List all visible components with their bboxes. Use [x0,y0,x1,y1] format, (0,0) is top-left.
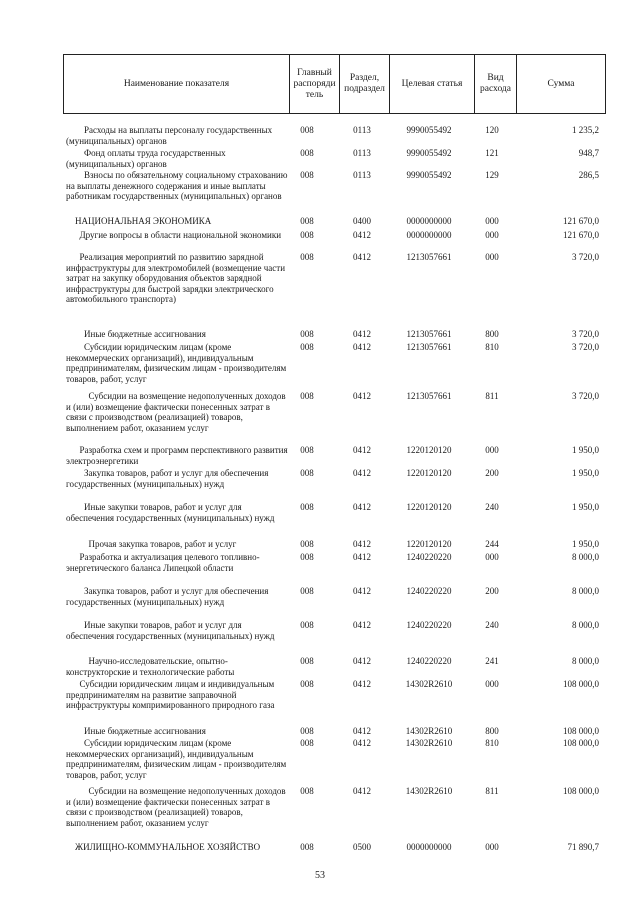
row-22-expense-type: 000 [485,842,499,852]
row-5-sum: 121 670,0 [563,230,599,240]
row-11-expense-type: 200 [485,468,499,478]
row-16-expense-type: 240 [485,620,499,630]
row-1-sum: 1 235,2 [572,125,599,135]
row-4-grbs: 008 [300,216,314,226]
row-14-name: Разработка и актуализация целевого топливно-энергетического баланса Липецкой области [66,552,260,573]
header-cs: Целевая статья [390,55,475,114]
row-7-razdel: 0412 [353,329,371,339]
row-18-target-article: 14302R2610 [405,679,453,689]
row-19-grbs: 008 [300,726,314,736]
row-15-expense-type: 200 [485,586,499,596]
row-1-target-article: 9990055492 [406,125,452,135]
row-8-expense-type: 810 [485,342,499,352]
row-3-name: Взносы по обязательному социальному страхованию на выплаты денежного содержания и иные выплаты работникам государственных (муниципальных) органов [66,170,290,202]
row-7-name: Иные бюджетные ассигнования [66,329,206,339]
row-2-razdel: 0113 [353,148,371,158]
row-8-grbs: 008 [300,342,314,352]
row-18-name: Субсидии юридическим лицам и индивидуальным предпринимателям на развитие заправочной инфраструктуры компримированного природного газа [66,679,277,711]
row-3-target-article: 9990055492 [406,170,452,180]
row-6-razdel: 0412 [353,252,371,262]
row-5-grbs: 008 [300,230,314,240]
row-16-grbs: 008 [300,620,314,630]
row-20-target-article: 14302R2610 [405,738,453,748]
row-1-expense-type: 120 [485,125,499,135]
row-1-grbs: 008 [300,125,314,135]
row-2-name: Фонд оплаты труда государственных (муниципальных) органов [66,148,228,169]
row-11-razdel: 0412 [353,468,371,478]
row-6-target-article: 1213057661 [406,252,452,262]
row-12-name: Иные закупки товаров, работ и услуг для обеспечения государственных (муниципальных) нужд [66,502,275,523]
row-4-sum: 121 670,0 [563,216,599,226]
row-10-sum: 1 950,0 [572,445,599,455]
row-15-sum: 8 000,0 [572,586,599,596]
header-name: Наименование показателя [64,55,290,114]
row-7-target-article: 1213057661 [406,329,452,339]
row-14-razdel: 0412 [353,552,371,562]
row-20-expense-type: 810 [485,738,499,748]
row-5-name: Другие вопросы в области национальной экономики [66,230,282,240]
row-3-expense-type: 129 [485,170,499,180]
row-8-sum: 3 720,0 [572,342,599,352]
row-9-expense-type: 811 [485,391,499,401]
row-9-sum: 3 720,0 [572,391,599,401]
row-20-sum: 108 000,0 [563,738,599,748]
row-13-name: Прочая закупка товаров, работ и услуг [66,539,237,549]
row-14-sum: 8 000,0 [572,552,599,562]
row-21-grbs: 008 [300,786,314,796]
row-14-target-article: 1240220220 [406,552,452,562]
table-header [63,54,606,114]
row-17-grbs: 008 [300,656,314,666]
row-18-sum: 108 000,0 [563,679,599,689]
row-4-target-article: 0000000000 [406,216,452,226]
row-1-name: Расходы на выплаты персоналу государственных (муниципальных) органов [66,125,275,146]
row-15-target-article: 1240220220 [406,586,452,596]
row-17-razdel: 0412 [353,656,371,666]
header-sum: Сумма [517,55,606,114]
row-17-name: Научно-исследовательские, опытно-конструкторские и технологические работы [66,656,235,677]
row-22-grbs: 008 [300,842,314,852]
header-vr: Вид расхода [475,55,517,114]
row-20-razdel: 0412 [353,738,371,748]
row-13-target-article: 1220120120 [406,539,452,549]
row-19-razdel: 0412 [353,726,371,736]
row-22-target-article: 0000000000 [406,842,452,852]
row-21-expense-type: 811 [485,786,499,796]
row-22-name: ЖИЛИЩНО-КОММУНАЛЬНОЕ ХОЗЯЙСТВО [66,842,261,852]
row-8-razdel: 0412 [353,342,371,352]
row-19-name: Иные бюджетные ассигнования [66,726,206,736]
row-2-expense-type: 121 [485,148,499,158]
row-13-expense-type: 244 [485,539,499,549]
row-21-sum: 108 000,0 [563,786,599,796]
row-10-expense-type: 000 [485,445,499,455]
row-11-name: Закупка товаров, работ и услуг для обеспечения государственных (муниципальных) нужд [66,468,271,489]
row-2-grbs: 008 [300,148,314,158]
row-11-target-article: 1220120120 [406,468,452,478]
row-14-grbs: 008 [300,552,314,562]
row-15-name: Закупка товаров, работ и услуг для обеспечения государственных (муниципальных) нужд [66,586,271,607]
row-17-target-article: 1240220220 [406,656,452,666]
row-12-grbs: 008 [300,502,314,512]
row-12-expense-type: 240 [485,502,499,512]
row-10-name: Разработка схем и программ перспективного развития электроэнергетики [66,445,290,466]
row-14-expense-type: 000 [485,552,499,562]
row-3-razdel: 0113 [353,170,371,180]
row-18-grbs: 008 [300,679,314,689]
row-6-name: Реализация мероприятий по развитию зарядной инфраструктуры для электромобилей (возмещение части затрат на закупку оборудования объектов зарядной инфраструктуры для быстрой зарядки электрического автомобильного транспорта) [66,252,288,305]
row-7-sum: 3 720,0 [572,329,599,339]
row-9-razdel: 0412 [353,391,371,401]
row-16-razdel: 0412 [353,620,371,630]
row-7-grbs: 008 [300,329,314,339]
row-17-sum: 8 000,0 [572,656,599,666]
row-21-target-article: 14302R2610 [405,786,453,796]
row-9-target-article: 1213057661 [406,391,452,401]
row-10-target-article: 1220120120 [406,445,452,455]
row-11-grbs: 008 [300,468,314,478]
row-2-target-article: 9990055492 [406,148,452,158]
row-19-expense-type: 800 [485,726,499,736]
row-6-grbs: 008 [300,252,314,262]
row-8-target-article: 1213057661 [406,342,452,352]
row-16-name: Иные закупки товаров, работ и услуг для обеспечения государственных (муниципальных) нужд [66,620,275,641]
row-9-grbs: 008 [300,391,314,401]
row-7-expense-type: 800 [485,329,499,339]
row-6-expense-type: 000 [485,252,499,262]
row-4-name: НАЦИОНАЛЬНАЯ ЭКОНОМИКА [66,216,212,226]
header-razdel: Раздел, подраздел [340,55,390,114]
row-17-expense-type: 241 [485,656,499,666]
row-5-expense-type: 000 [485,230,499,240]
row-21-name: Субсидии на возмещение недополученных доходов и (или) возмещение фактически понесенных затрат в связи с производством (реализацией) товаров, выполнением работ, оказанием услуг [66,786,288,828]
page-number: 53 [315,870,325,881]
row-13-sum: 1 950,0 [572,539,599,549]
row-15-grbs: 008 [300,586,314,596]
row-15-razdel: 0412 [353,586,371,596]
row-22-sum: 71 890,7 [567,842,599,852]
row-4-razdel: 0400 [353,216,371,226]
row-12-sum: 1 950,0 [572,502,599,512]
row-4-expense-type: 000 [485,216,499,226]
row-18-razdel: 0412 [353,679,371,689]
row-1-razdel: 0113 [353,125,371,135]
row-10-grbs: 008 [300,445,314,455]
row-19-sum: 108 000,0 [563,726,599,736]
row-16-target-article: 1240220220 [406,620,452,630]
row-20-grbs: 008 [300,738,314,748]
row-16-sum: 8 000,0 [572,620,599,630]
row-3-grbs: 008 [300,170,314,180]
row-18-expense-type: 000 [485,679,499,689]
row-6-sum: 3 720,0 [572,252,599,262]
row-5-razdel: 0412 [353,230,371,240]
row-12-razdel: 0412 [353,502,371,512]
row-10-razdel: 0412 [353,445,371,455]
row-5-target-article: 0000000000 [406,230,452,240]
row-12-target-article: 1220120120 [406,502,452,512]
row-22-razdel: 0500 [353,842,371,852]
row-20-name: Субсидии юридическим лицам (кроме некоммерческих организаций), индивидуальным предпринимателям, физическим лицам - производителям товаров, работ, услуг [66,738,289,780]
row-21-razdel: 0412 [353,786,371,796]
row-8-name: Субсидии юридическим лицам (кроме некоммерческих организаций), индивидуальным предпринимателям, физическим лицам - производителям товаров, работ, услуг [66,342,289,384]
row-13-razdel: 0412 [353,539,371,549]
row-2-sum: 948,7 [578,148,599,158]
row-19-target-article: 14302R2610 [405,726,453,736]
row-13-grbs: 008 [300,539,314,549]
row-11-sum: 1 950,0 [572,468,599,478]
header-grbs: Главный распоряди тель [290,55,340,114]
row-9-name: Субсидии на возмещение недополученных доходов и (или) возмещение фактически понесенных затрат в связи с производством (реализацией) товаров, выполнением работ, оказанием услуг [66,391,288,433]
row-3-sum: 286,5 [578,170,599,180]
